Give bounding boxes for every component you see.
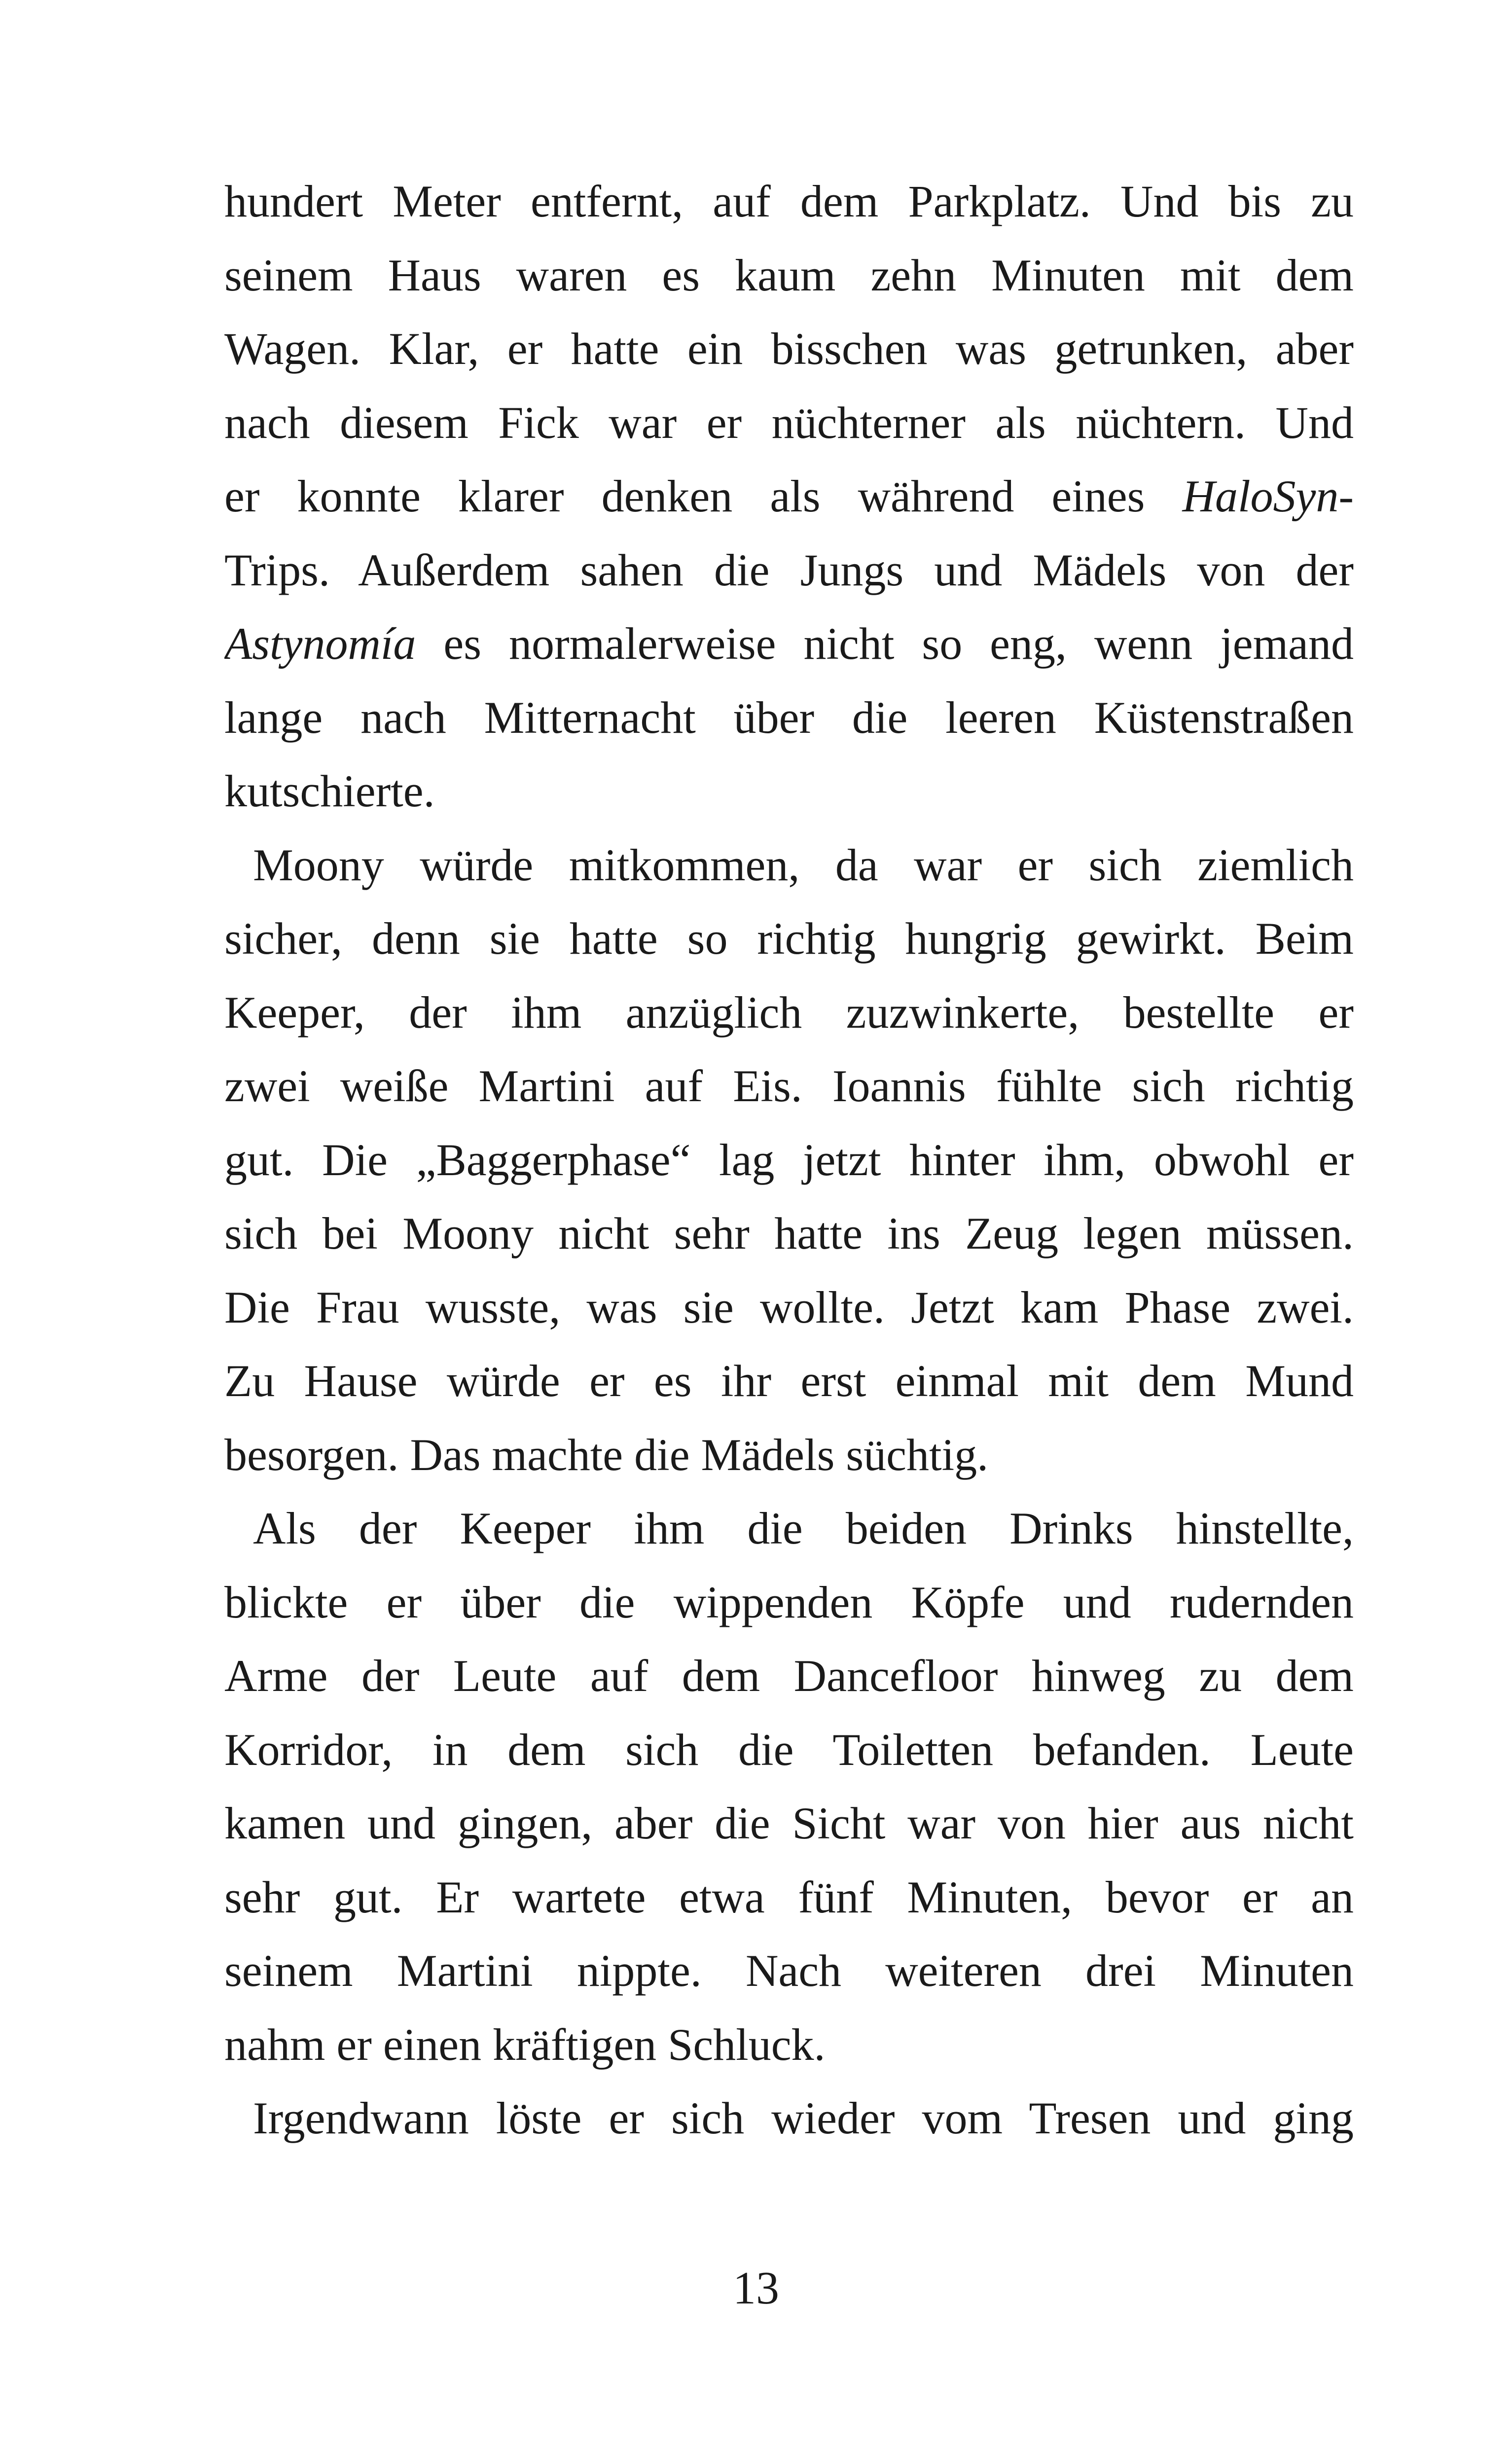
text-line: Wagen. Klar, er hatte ein bisschen was getrunken, aber <box>224 324 1354 374</box>
text-line: hundert Meter entfernt, auf dem Parkplatz. Und bis zu <box>224 176 1354 226</box>
paragraph-start-line: Irgendwann löste er sich wieder vom Tresen und ging <box>253 2093 1354 2143</box>
text-line: besorgen. Das machte die Mädels süchtig. <box>224 1429 989 1480</box>
paragraph-start-line: Moony würde mitkommen, da war er sich ziemlich <box>253 839 1354 890</box>
body-text <box>224 165 1354 2156</box>
text-line: Arme der Leute auf dem Dancefloor hinweg zu dem <box>224 1651 1354 1701</box>
text-line: sich bei Moony nicht sehr hatte ins Zeug legen müssen. <box>224 1208 1354 1258</box>
text-line: zwei weiße Martini auf Eis. Ioannis fühlte sich richtig <box>224 1061 1354 1111</box>
page-number: 13 <box>733 2263 779 2314</box>
text-line: sicher, denn sie hatte so richtig hungrig gewirkt. Beim <box>224 913 1354 964</box>
text-line: lange nach Mitternacht über die leeren Küstenstraßen <box>224 692 1354 743</box>
text-line: nahm er einen kräftigen Schluck. <box>224 2019 826 2070</box>
text-line: sehr gut. Er wartete etwa fünf Minuten, bevor er an <box>224 1871 1354 1922</box>
text-line: Die Frau wusste, was sie wollte. Jetzt kam Phase zwei. <box>224 1282 1354 1332</box>
text-line: kutschierte. <box>224 766 435 816</box>
italic-term: HaloSyn- <box>1182 471 1354 521</box>
text-line: Astynomía es normalerweise nicht so eng, wenn jemand <box>224 618 1354 669</box>
text-line: er konnte klarer denken als während eines HaloSyn- <box>224 471 1354 521</box>
text-line: Trips. Außerdem sahen die Jungs und Mädels von der <box>224 544 1354 595</box>
text-line: Keeper, der ihm anzüglich zuzwinkerte, bestellte er <box>224 987 1354 1038</box>
text-line: kamen und gingen, aber die Sicht war von hier aus nicht <box>224 1798 1354 1848</box>
text-line: Korridor, in dem sich die Toiletten befanden. Leute <box>224 1724 1354 1775</box>
text-line: seinem Martini nippte. Nach weiteren drei Minuten <box>224 1945 1354 1996</box>
paragraph-start-line: Als der Keeper ihm die beiden Drinks hinstellte, <box>253 1503 1354 1553</box>
text-line: Zu Hause würde er es ihr erst einmal mit dem Mund <box>224 1356 1354 1406</box>
text-line: nach diesem Fick war er nüchterner als nüchtern. Und <box>224 397 1354 448</box>
text-line: blickte er über die wippenden Köpfe und rudernden <box>224 1577 1354 1627</box>
italic-term: Astynomía <box>224 618 416 669</box>
text-line: gut. Die „Baggerphase“ lag jetzt hinter ihm, obwohl er <box>224 1134 1354 1185</box>
text-line: seinem Haus waren es kaum zehn Minuten mit dem <box>224 250 1354 300</box>
